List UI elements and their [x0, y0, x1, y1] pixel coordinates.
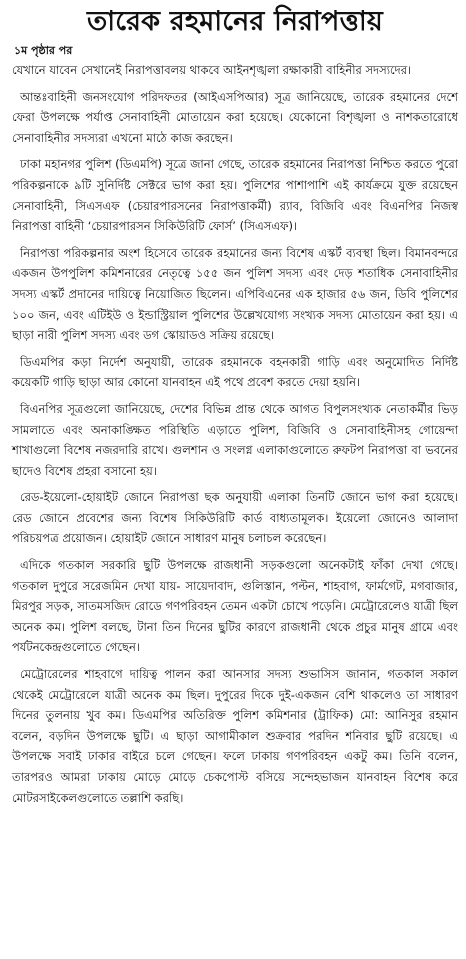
- article-paragraph: আন্তঃবাহিনী জনসংযোগ পরিদফতর (আইএসপিআর) সূত্র জানিয়েছে, তারেক রহমানের দেশে ফেরা উপলক্ষে পর্যাপ্ত সেনাবাহিনী মোতায়েন করা হয়েছে। যেকোনো বিশৃঙ্খলা ও নাশকতারোধে সেনাবাহিনীর সদস্যরা এখনো মাঠে কাজ করছেন।: [12, 89, 458, 145]
- article-paragraph: রেড-ইয়েলো-হোয়াইট জোনে নিরাপত্তা ছক অনুযায়ী এলাকা তিনটি জোনে ভাগ করা হয়েছে। রেড জোনে প্রবেশের জন্য বিশেষ সিকিউরিটি কার্ড বাধ্যতামূলক। ইয়েলো জোনেও আলাদা পরিচয়পত্র প্রয়োজন। হোয়াইট জোনে সাধারণ মানুষ চলাচল করেছেন।: [12, 490, 458, 546]
- article-paragraph: মেট্রোরেলের শাহবাগে দায়িত্ব পালন করা আনসার সদস্য শুভাসিস জানান, গতকাল সকাল থেকেই মেট্রোরেলে যাত্রী অনেক কম ছিল। দুপুরের দিকে দুই-একজন বেশি থাকলেও তা সাধারণ দিনের তুলনায় খুব কম। ডিএমপির অতিরিক্ত পুলিশ কমিশনার (ট্রাফিক) মো: আনিসুর রহমান বলেন, বড়দিন উপলক্ষে ছুটি। এ ছাড়া আগামীকাল শুক্রবার পরদিন শনিবার ছুটি রয়েছে। এ উপলক্ষে সবাই ঢাকার বাইরে চলে গেছেন। ফলে ঢাকায় গণপরিবহন একটু কম। তিনি বলেন, তারপরও আমরা ঢাকায় মোড়ে মোড়ে চেকপোস্ট বসিয়ে সন্দেহভাজন যানবাহন বিশেষ করে মোটরসাইকেলগুলোতে তল্লাশি করছি।: [12, 667, 458, 805]
- article-paragraph: ঢাকা মহানগর পুলিশ (ডিএমপি) সূত্রে জানা গেছে, তারেক রহমানের নিরাপত্তা নিশ্চিত করতে পুরো পরিকল্পনাকে ৯টি সুনির্দিষ্ট সেক্টরে ভাগ করা হয়। পুলিশের পাশাপাশি এই কার্যক্রমে যুক্ত রয়েছেন সেনাবাহিনী, সিএসএফ (চেয়ারপারসনের নিরাপত্তাকর্মী) র‌্যাব, বিজিবি এবং বিএনপির নিজস্ব নিরাপত্তা বাহিনী ‘চেয়ারপারসন সিকিউরিটি ফোর্স’ (সিএসএফ)।: [12, 157, 458, 234]
- continuation-label: ১ম পৃষ্ঠার পর: [14, 44, 73, 57]
- article-headline: তারেক রহমানের নিরাপত্তায়: [86, 6, 384, 37]
- article-paragraph: বিএনপির সূত্রগুলো জানিয়েছে, দেশের বিভিন্ন প্রান্ত থেকে আগত বিপুলসংখ্যক নেতাকর্মীর ভিড় সামলাতে এবং অনাকাঙ্ক্ষিত পরিস্থিতি এড়াতে পুলিশ, বিজিবি ও সেনাবাহিনীসহ গোয়েন্দা শাখাগুলো বিশেষ নজরদারি রাখে। গুলশান ও সংলগ্ন এলাকাগুলোতে রুফটপ নিরাপত্তা বা ভবনের ছাদেও বিশেষ প্রহরা বসানো হয়।: [12, 401, 458, 478]
- article-paragraph: এদিকে গতকাল সরকারি ছুটি উপলক্ষে রাজধানী সড়কগুলো অনেকটাই ফাঁকা দেখা গেছে। গতকাল দুপুরে সরেজমিন দেখা যায়- সায়েদাবাদ, গুলিস্তান, পল্টন, শাহবাগ, ফার্মগেট, মগবাজার, মিরপুর সড়ক, সাতমসজিদ রোডে গণপরিবহন তেমন একটা চোখে পড়েনি। মেট্রোরেলেও যাত্রী ছিল অনেক কম। পুলিশ বলছে, টানা তিন দিনের ছুটির কারণে রাজধানী থেকে প্রচুর মানুষ গ্রামে এবং পর্যটনকেন্দ্রগুলোতে গেছেন।: [12, 558, 458, 655]
- article-paragraph: যেখানে যাবেন সেখানেই নিরাপত্তাবলয় থাকবে আইনশৃঙ্খলা রক্ষাকারী বাহিনীর সদস্যদের।: [12, 63, 412, 77]
- article-paragraph: ডিএমপির কড়া নির্দেশ অনুযায়ী, তারেক রহমানকে বহনকারী গাড়ি এবং অনুমোদিত নির্দিষ্ট কয়েকটি গাড়ি ছাড়া আর কোনো যানবাহন এই পথে প্রবেশ করতে দেয়া হয়নি।: [12, 354, 458, 390]
- article-paragraph: নিরাপত্তা পরিকল্পনার অংশ হিসেবে তারেক রহমানের জন্য বিশেষ এস্কর্ট ব্যবস্থা ছিল। বিমানবন্দরে একজন উপপুলিশ কমিশনারের নেতৃত্বে ১৫৫ জন পুলিশ সদস্য এবং দেড় শতাধিক সেনাবাহিনীর সদস্য এস্কর্ট প্রদানের দায়িত্বে নিয়োজিত ছিলেন। এপিবিএনের এক হাজার ৫৬ জন, ডিবি পুলিশের ১০০ জন, এবং এটিইউ ও ইন্ডাস্ট্রিয়াল পুলিশের উল্লেখযোগ্য সংখ্যক সদস্য মোতায়েন করা হয়। এ ছাড়া নারী পুলিশ সদস্য এবং ডগ স্কোয়াডও সক্রিয় রয়েছে।: [12, 245, 458, 343]
